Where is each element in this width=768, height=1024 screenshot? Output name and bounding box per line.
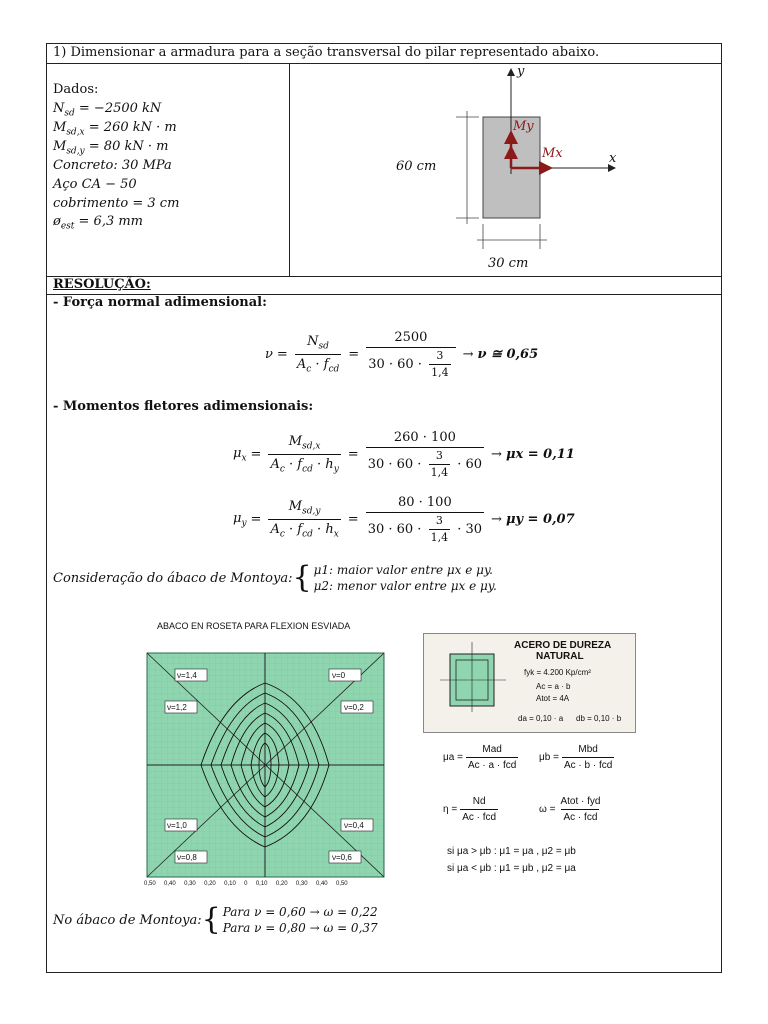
no-abaco-line-1: Para ν = 0,60 → ω = 0,22 — [222, 905, 378, 919]
abaco-quadrant-label: ν=1,2 — [167, 703, 187, 712]
muy-result: μy = 0,07 — [505, 512, 575, 527]
axis-x-label: x — [609, 151, 617, 166]
mux-result: μx = 0,11 — [505, 447, 575, 462]
abaco-quadrant-label: ν=0,2 — [344, 703, 364, 712]
acero-fyk: fyk = 4.200 Kp/cm² — [524, 668, 591, 677]
eta-formula: η = $\frac{Nd}{\text{Ac · fcd}}$ — [443, 796, 497, 823]
abaco-quadrant-label: ν=0,4 — [344, 821, 364, 830]
moments-heading: - Momentos fletores adimensionais: — [53, 399, 314, 414]
abaco-bottom-ticks: 0,50 0,40 0,30 0,20 0,10 0 0,10 0,20 0,30 0,40 0,50 — [144, 881, 348, 887]
abaco-quadrant-label: ν=1,0 — [167, 821, 187, 830]
dados-line: $ø_{est} = 6,3$ mm — [53, 214, 144, 232]
no-abaco-result: No ábaco de Montoya: { Para ν = 0,60 → ω = 0,22 Para ν = 0,80 → ω = 0,37 — [53, 902, 378, 937]
moment-y-label: My — [513, 119, 534, 134]
nu-equation: ν = $\frac{N_{sd}}{A_c \cdot f_{cd}}$ = 2500 30 · 60 · $\frac{3}{1,4}$ → ν ≅ 0,65 — [265, 330, 539, 379]
si-line-1: si μa > μb : μ1 = μa , μ2 = μb — [447, 846, 576, 857]
dados-line: Concreto: 30 MPa — [53, 158, 172, 173]
no-abaco-line-2: Para ν = 0,80 → ω = 0,37 — [222, 921, 378, 935]
axis-y-label: y — [517, 64, 525, 79]
acero-atot: Atot = 4A — [536, 694, 570, 703]
dados-line: $M_{sd,y} = 80$ kN · m — [53, 139, 169, 157]
abaco-quadrant-label: ν=0,8 — [177, 853, 197, 862]
width-dimension-label: 30 cm — [488, 256, 529, 271]
dados-line: $N_{sd} = -2500$ kN — [53, 101, 162, 119]
resolucao-header: RESOLUÇÃO: — [53, 277, 151, 292]
abaco-title: ABACO EN ROSETA PARA FLEXION ESVIADA — [157, 621, 351, 631]
nu-result: ν ≅ 0,65 — [477, 347, 539, 362]
problem-statement: 1) Dimensionar a armadura para a seção transversal do pilar representado abaixo. — [53, 45, 600, 60]
dados-title: Dados: — [53, 82, 99, 97]
acero-title-1: ACERO DE DUREZA — [514, 640, 612, 651]
montoya-line-1: μ1: maior valor entre μx e μy. — [313, 563, 493, 577]
acero-db: db = 0,10 · b — [576, 714, 622, 723]
abaco-quadrant-label: ν=1,4 — [177, 671, 197, 680]
muy-numerator: 80 · 100 — [397, 495, 452, 510]
dados-line: $M_{sd,x} = 260$ kN · m — [53, 120, 177, 138]
acero-da: da = 0,10 · a — [518, 714, 564, 723]
abaco-quadrant-label: ν=0,6 — [332, 853, 352, 862]
mux-numerator: 260 · 100 — [393, 430, 456, 445]
column-divider — [289, 63, 290, 276]
muy-equation: $\mu_y$ = $\frac{M_{sd,y}}{A_c \cdot f_{cd} \cdot h_x}$ = 80 · 100 30 · 60 · $\frac{3}{1,4}$ · 30 → μy = 0,07 — [233, 495, 575, 544]
mux-equation: $\mu_x$ = $\frac{M_{sd,x}}{A_c \cdot f_{cd} \cdot h_y}$ = 260 · 100 30 · 60 · $\frac{3}{1,4}$ · 60 → μx = 0,11 — [233, 430, 575, 479]
abaco-roseta-chart — [131, 639, 401, 884]
mu-b-formula: μb = $\frac{\text{Mbd}}{\text{Ac · b · fcd}}$ — [539, 744, 613, 771]
normal-force-heading: - Força normal adimensional: — [53, 295, 267, 310]
si-line-2: si μa < μb : μ1 = μb , μ2 = μa — [447, 863, 576, 874]
height-dimension-label: 60 cm — [396, 159, 437, 174]
acero-ac: Ac = a · b — [536, 682, 571, 691]
exercise-sheet — [46, 43, 722, 973]
acero-title-2: NATURAL — [536, 651, 584, 662]
montoya-consideration: Consideração do ábaco de Montoya: { μ1: maior valor entre μx e μy. μ2: menor valor entre μx e μy. — [53, 560, 497, 595]
omega-formula: ω = $\frac{\text{Atot · fyd}}{\text{Ac · fcd}}$ — [539, 796, 601, 823]
no-abaco-label: No ábaco de Montoya: — [53, 912, 202, 928]
nu-numerator: 2500 — [394, 330, 428, 345]
dados-line: Aço CA − 50 — [53, 177, 137, 192]
acero-section-diagram — [430, 642, 510, 722]
montoya-label: Consideração do ábaco de Montoya: — [53, 570, 293, 586]
moment-x-arrowhead — [539, 161, 553, 175]
dados-line: cobrimento = 3 cm — [53, 196, 180, 211]
montoya-line-2: μ2: menor valor entre μx e μy. — [313, 579, 497, 593]
moment-x-label: Mx — [542, 146, 563, 161]
acero-box — [423, 633, 636, 733]
abaco-quadrant-label: ν=0 — [332, 671, 346, 680]
mu-a-formula: μa = $\frac{\text{Mad}}{\text{Ac · a · fcd}}$ — [443, 744, 517, 771]
